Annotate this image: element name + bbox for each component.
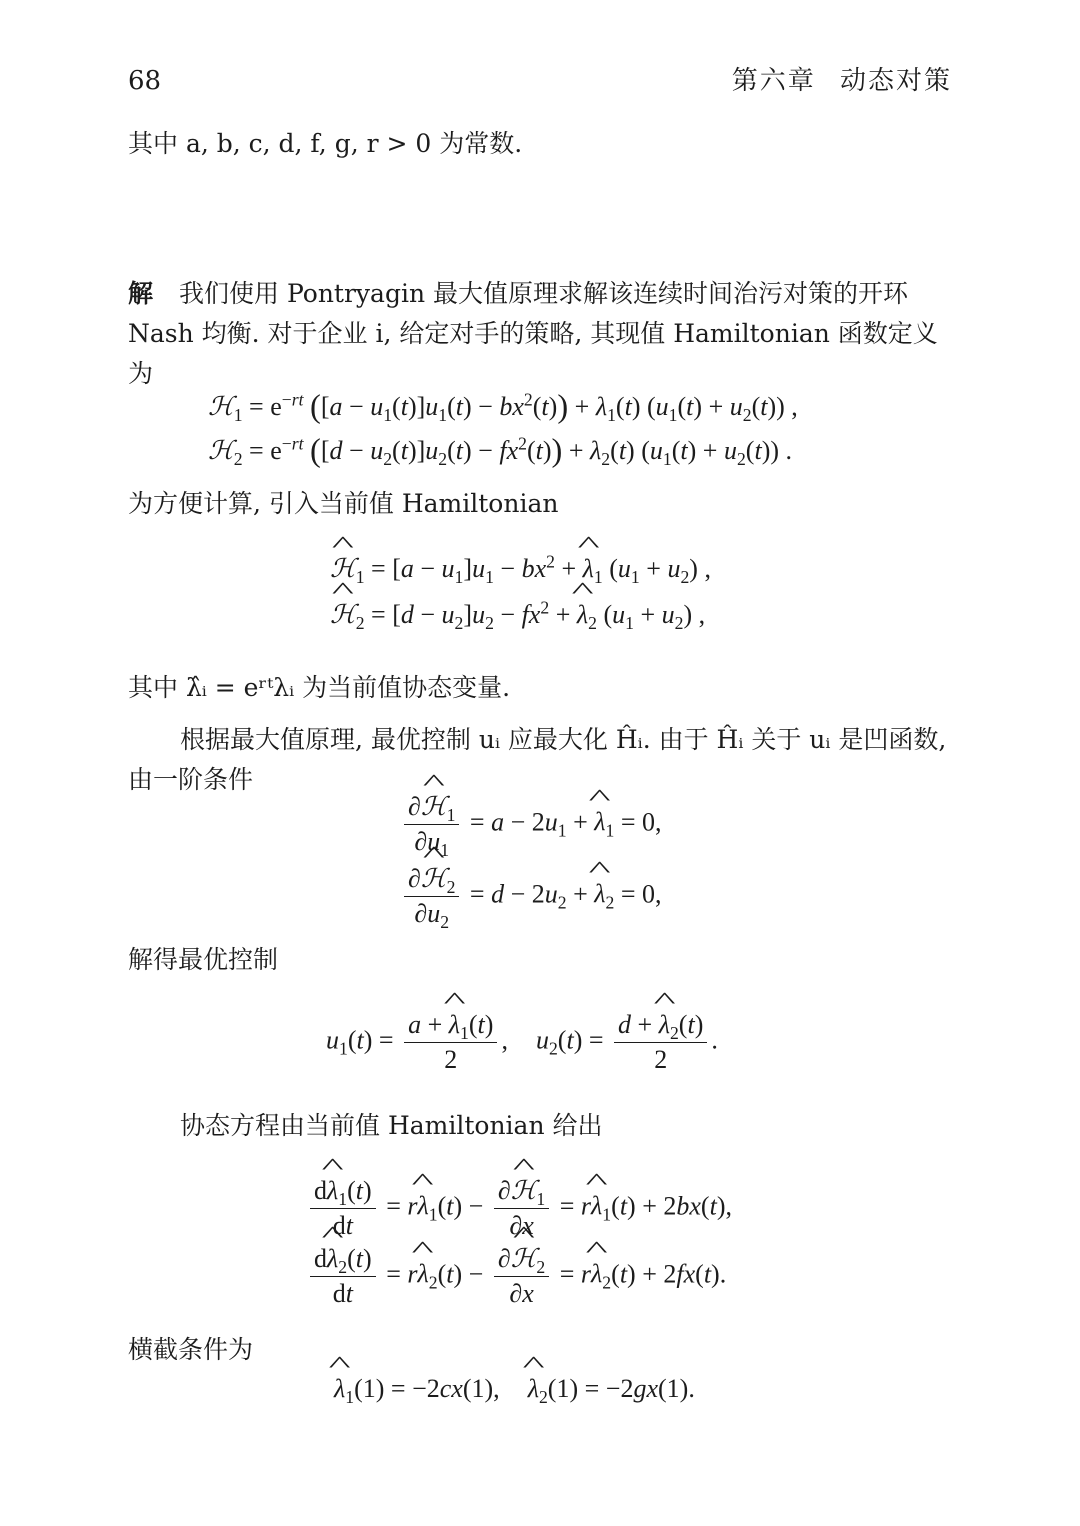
chapter-title: 第六章 动态对策 xyxy=(731,66,952,96)
solution-paragraph-7: 横截条件为 xyxy=(128,1335,254,1364)
equation-H1-present-value: ℋ$_1$ = $e^{-rt}$ $([a - u_1(t)]u_1(t) - bx^2(t)) + \lambda_1(t)$ $(u_1(t) + u_2(t))$ , xyxy=(208,389,798,426)
solution-paragraph-6: 协态方程由当前值 Hamiltonian 给出 xyxy=(180,1111,603,1140)
solution-paragraph-1 xyxy=(128,274,952,394)
equation-optimal-controls: $u_1(t)$ = $\frac{a + \lambda \^{}_1(t)}{2}$ , $u_2(t)$ = $\frac{d + \lambda \^{}_2(t)}{2}$ . xyxy=(326,1010,718,1075)
solution-paragraph-4: 根据最大值原理, 最优控制 uᵢ 应最大化 Ĥᵢ. 由于 Ĥᵢ 关于 uᵢ 是凹函数, 由一阶条件 xyxy=(128,725,947,794)
page-number: 68 xyxy=(128,66,162,96)
equation-H2-present-value: ℋ$_2$ = $e^{-rt}$ $([d - u_2(t)]u_2(t) - fx^2(t)) + \lambda_2(t)$ $(u_1(t) + u_2(t))$ . xyxy=(208,433,793,470)
solution-paragraph-1-text: 我们使用 Pontryagin 最大值原理求解该连续时间治污对策的开环 Nash 均衡. 对于企业 i, 给定对手的策略, 其现值 Hamiltonian 函数定义为 xyxy=(128,279,938,388)
solution-paragraph-5: 解得最优控制 xyxy=(128,945,279,974)
equation-costate-2: $\frac{d\lambda \^{}_2(t)}{dt}$ = rλ $\^{}_2(t)$ − $\frac{\partial ℋ \^{}_2}{\partial x}$ = rλ $\^{}_2(t) + 2fx(t)$. xyxy=(306,1244,726,1309)
equation-H1-current-value: ℋ $\^{}_1 = [a - u_1]u_1 - bx^2 + \lambda$ $\^{}_1$ $(u_1 + u_2)$ , xyxy=(330,554,711,584)
equation-foc-2: $\frac{\partial ℋ \^{}_2}{\partial u_2}$ = $d - 2u_2 + \lambda$ $\^{}_2 = 0$, xyxy=(400,864,662,929)
equation-H2-current-value: ℋ $\^{}_2 = [d - u_2]u_2 - fx^2 + \lambda$ $\^{}_2$ $(u_1 + u_2)$ , xyxy=(330,600,705,630)
equation-foc-1: $\frac{\partial ℋ \^{}_1}{\partial u_1}$ = $a - 2u_1 + \lambda$ $\^{}_1 = 0$, xyxy=(400,792,662,857)
running-header xyxy=(128,60,952,97)
solution-paragraph-2: 为方便计算, 引入当前值 Hamiltonian xyxy=(128,489,559,518)
solution-paragraph-3: 其中 λ̂ᵢ = eʳᵗλᵢ 为当前值协态变量. xyxy=(128,673,511,702)
solution-label: 解 xyxy=(128,279,154,308)
equation-transversality: λ $\^{}_1(1) = -2cx(1)$, λ $\^{}_2(1) = -2gx(1)$. xyxy=(334,1374,695,1404)
equation-costate-1: $\frac{d\lambda \^{}_1(t)}{dt}$ = rλ $\^{}_1(t)$ − $\frac{\partial ℋ \^{}_1}{\partial x}$ = rλ $\^{}_1(t) + 2bx(t)$, xyxy=(306,1176,732,1241)
intro-line: 其中 a, b, c, d, f, g, r > 0 为常数. xyxy=(128,129,523,158)
